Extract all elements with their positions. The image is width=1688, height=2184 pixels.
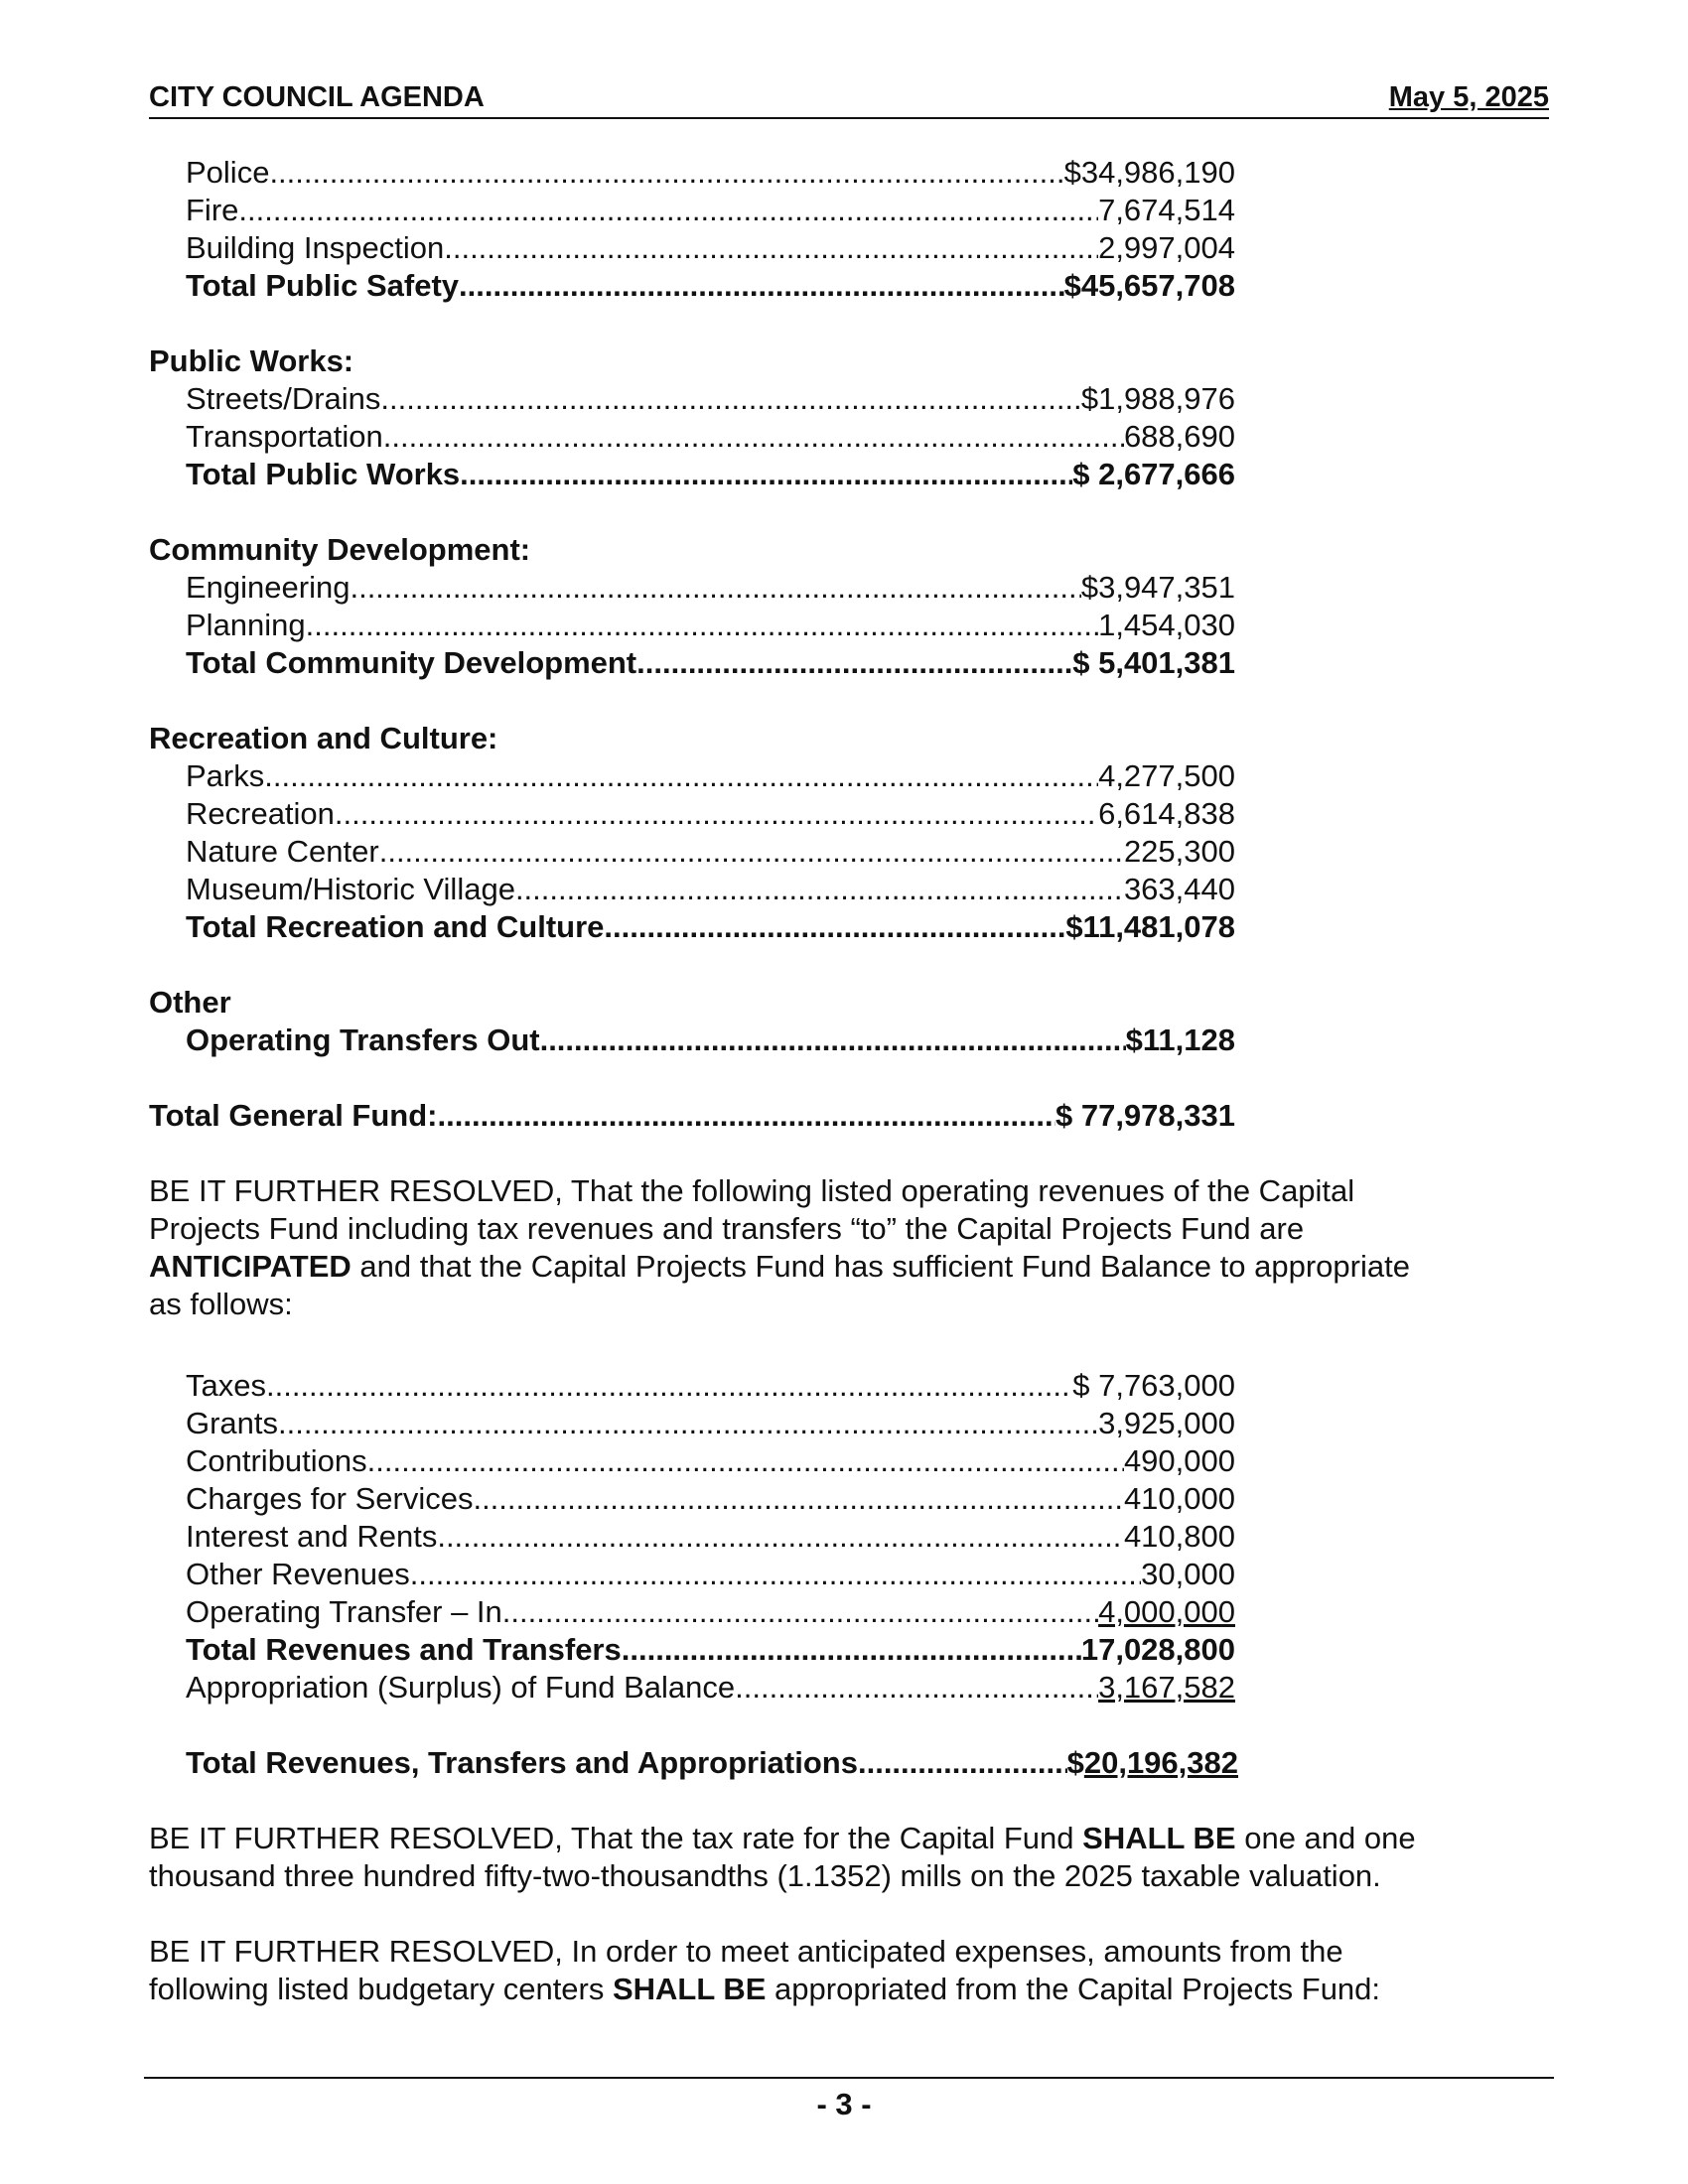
total-line: Total Public Safety ..... $45,657,708 [186,267,1235,305]
section-heading: Recreation and Culture: [149,721,498,755]
general-fund-total: Total General Fund: ..... $ 77,978,331 [149,1097,1235,1135]
line-item: Streets/Drains ..... $1,988,976 [186,380,1235,418]
total-line: Total Recreation and Culture ..... $11,481,078 [186,908,1235,946]
line-item: Interest and Rents ..... 410,800 [186,1518,1235,1556]
line-item: Grants ..... 3,925,000 [186,1405,1235,1442]
line-item: Charges for Services ..... 410,000 [186,1480,1235,1518]
total-line: Total Revenues and Transfers ..... 17,028,800 [186,1631,1235,1669]
appropriation-paragraph: BE IT FURTHER RESOLVED, In order to meet anticipated expenses, amounts from the following listed budgetary centers SHALL BE appropriated from the Capital Projects Fund: [149,1934,1381,2006]
line-item: Operating Transfer – In ..... 4,000,000 [186,1593,1235,1631]
line-item: Parks ..... 4,277,500 [186,757,1235,795]
line-item: Engineering ..... $3,947,351 [186,569,1235,607]
header-date: May 5, 2025 [1388,81,1549,113]
section-heading: Other [149,985,231,1020]
section-heading: Community Development: [149,532,531,567]
grand-total-line: Total Revenues, Transfers and Appropriations ..... $20,196,382 [186,1744,1238,1782]
appropriation-line: Appropriation (Surplus) of Fund Balance ..... 3,167,582 [186,1669,1235,1706]
line-item: Nature Center ..... 225,300 [186,833,1235,871]
line-item: Transportation ..... 688,690 [186,418,1235,456]
footer-divider [144,2077,1554,2079]
total-line: Total Public Works ..... $ 2,677,666 [186,456,1235,493]
resolution-paragraph: BE IT FURTHER RESOLVED, That the following listed operating revenues of the Capital Projects Fund including tax revenues and transfers “to” the Capital Projects Fund are ANTICIPATED and that the Capital Projects Fund has sufficient Fund Balance to appropriate as follows: [149,1173,1410,1321]
line-item: Museum/Historic Village ..... 363,440 [186,871,1235,908]
line-item: Police ..... $34,986,190 [186,154,1235,192]
tax-rate-paragraph: BE IT FURTHER RESOLVED, That the tax rate for the Capital Fund SHALL BE one and one thousand three hundred fifty-two-thousandths (1.1352) mills on the 2025 taxable valuation. [149,1821,1416,1893]
page-number: - 3 - [816,2087,872,2121]
line-item: Recreation ..... 6,614,838 [186,795,1235,833]
header-title: CITY COUNCIL AGENDA [149,81,485,113]
total-line: Operating Transfers Out ..... $11,128 [186,1022,1235,1059]
line-item: Contributions ..... 490,000 [186,1442,1235,1480]
page-header [149,81,1549,119]
total-line: Total Community Development ..... $ 5,401,381 [186,644,1235,682]
line-item: Other Revenues ..... 30,000 [186,1556,1235,1593]
line-item: Taxes ..... $ 7,763,000 [186,1367,1235,1405]
line-item: Building Inspection ..... 2,997,004 [186,229,1235,267]
section-heading: Public Works: [149,343,354,378]
line-item: Fire ..... 7,674,514 [186,192,1235,229]
line-item: Planning ..... 1,454,030 [186,607,1235,644]
